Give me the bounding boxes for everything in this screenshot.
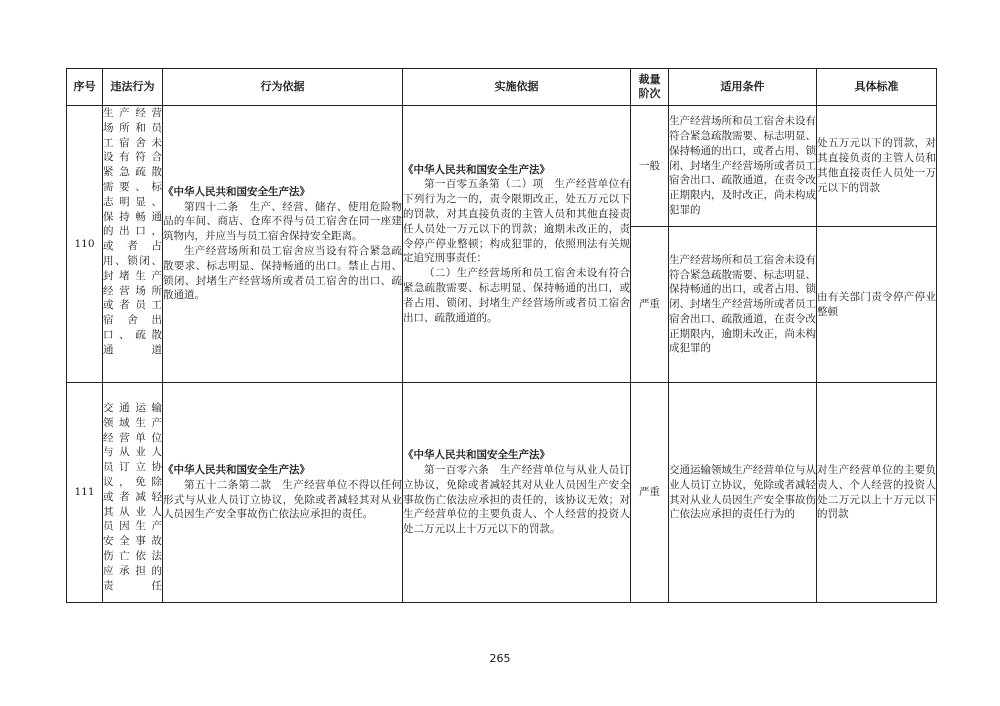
row-violation xyxy=(103,106,163,383)
basis-law-title: 《中华人民共和国安全生产法》 xyxy=(163,185,310,198)
header-cond: 适用条件 xyxy=(669,69,817,106)
header-std: 具体标准 xyxy=(817,69,937,106)
violation-text: 生产经营 场所和员 工宿舍未 设有符合 紧急疏散 需要、标 志明显、 保持畅通 的出口， 或 者 占 用、锁闭、 封堵生产 经营场所 或者员工 宿 舍 出 口、疏散 通道 xyxy=(103,107,162,356)
page-number: 265 xyxy=(489,652,511,665)
table-row xyxy=(67,106,937,227)
row-seq: 111 xyxy=(67,383,103,603)
row-standard: 由有关部门责令停产停业整顿 xyxy=(817,227,937,383)
header-act: 违法行为 xyxy=(103,69,163,106)
row-standard: 对生产经营单位的主要负责人、个人经营的投资人处二万元以上十万元以下的罚款 xyxy=(817,383,937,603)
row-level: 一般 xyxy=(631,106,669,227)
basis-paragraph: 生产经营场所和员工宿舍应当设有符合紧急疏散要求、标志明显、保持畅通的出口。禁止占用、锁闭、封堵生产经营场所或者员工宿舍的出口、疏散通道。 xyxy=(163,245,402,302)
row-level: 严重 xyxy=(631,227,669,383)
row-basis xyxy=(163,383,403,603)
table-header-row xyxy=(67,69,937,106)
row-condition: 生产经营场所和员工宿舍未设有符合紧急疏散需要、标志明显、保持畅通的出口，或者占用、锁闭、封堵生产经营场所或者员工宿舍出口、疏散通道，在责令改正期限内，逾期未改正，尚未构成犯罪的 xyxy=(669,227,817,383)
header-impl: 实施依据 xyxy=(403,69,631,106)
row-standard: 处五万元以下的罚款，对其直接负责的主管人员和其他直接责任人员处一万元以下的罚款 xyxy=(817,106,937,227)
impl-law-title: 《中华人民共和国安全生产法》 xyxy=(403,449,550,462)
penalty-table xyxy=(66,68,937,603)
row-implementation xyxy=(403,106,631,383)
header-seq: 序号 xyxy=(67,69,103,106)
row-basis xyxy=(163,106,403,383)
table-row xyxy=(67,383,937,603)
basis-paragraph: 第五十二条第二款 生产经营单位不得以任何形式与从业人员订立协议，免除或者减轻其对从业人员因生产安全事故伤亡依法应承担的责任。 xyxy=(163,478,402,521)
violation-text: 交通运输 领域生产 经营单位 与从业人 员订立协 议，免除 或者减轻 其从业人 员因生产 安全事故 伤亡依法 应承担的 责任 xyxy=(103,402,162,592)
header-level: 裁量阶次 xyxy=(631,69,669,106)
impl-paragraph: （二）生产经营场所和员工宿舍未设有符合紧急疏散需要、标志明显、保持畅通的出口，或者占用、锁闭、封堵生产经营场所或者员工宿舍出口、疏散通道的。 xyxy=(403,267,630,324)
row-violation xyxy=(103,383,163,603)
row-seq: 110 xyxy=(67,106,103,383)
impl-paragraph: 第一百零五条第（二）项 生产经营单位有下列行为之一的，责令限期改正，处五万元以下的罚款，对其直接负责的主管人员和其他直接责任人员处一万元以下的罚款；逾期未改正的，责令停产停业整顿；构成犯罪的，依照刑法有关规定追究刑事责任： xyxy=(403,178,630,265)
row-level: 严重 xyxy=(631,383,669,603)
row-implementation xyxy=(403,383,631,603)
header-basis: 行为依据 xyxy=(163,69,403,106)
impl-paragraph: 第一百零六条 生产经营单位与从业人员订立协议，免除或者减轻其对从业人员因生产安全事故伤亡依法应承担的责任的，该协议无效；对生产经营单位的主要负责人、个人经营的投资人处二万元以上十万元以下的罚款。 xyxy=(403,463,630,536)
impl-law-title: 《中华人民共和国安全生产法》 xyxy=(403,163,550,176)
basis-paragraph: 第四十二条 生产、经营、储存、使用危险物品的车间、商店、仓库不得与员工宿舍在同一座建筑物内，并应当与员工宿舍保持安全距离。 xyxy=(163,200,402,243)
row-condition: 生产经营场所和员工宿舍未设有符合紧急疏散需要、标志明显、保持畅通的出口，或者占用、锁闭、封堵生产经营场所或者员工宿舍出口、疏散通道，在责令改正期限内，及时改正，尚未构成犯罪的 xyxy=(669,106,817,227)
row-condition: 交通运输领域生产经营单位与从业人员订立协议，免除或者减轻其对从业人员因生产安全事故伤亡依法应承担的责任行为的 xyxy=(669,383,817,603)
basis-law-title: 《中华人民共和国安全生产法》 xyxy=(163,463,310,476)
